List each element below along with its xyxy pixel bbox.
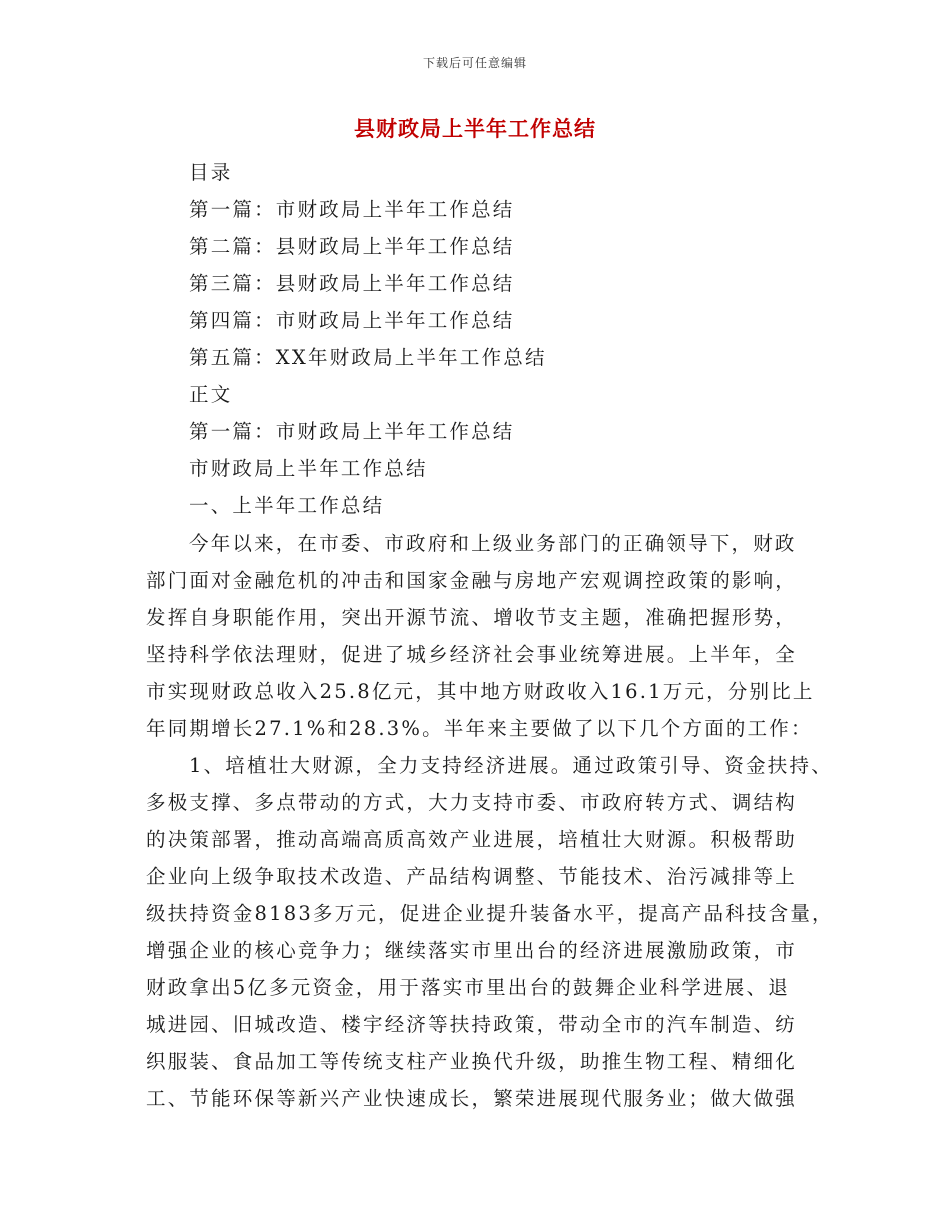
toc-heading: 目录 [189,161,233,184]
chapter-heading: 第一篇：市财政局上半年工作总结 [189,420,515,443]
paragraph-line: 多极支撑、多点带动的方式，大力支持市委、市政府转方式、调结构 [146,791,798,814]
paragraph-line: 坚持科学依法理财，促进了城乡经济社会事业统筹进展。上半年，全 [146,643,798,666]
paragraph-line: 的决策部署，推动高端高质高效产业进展，培植壮大财源。积极帮助 [146,828,798,851]
paragraph-line: 1、培植壮大财源，全力支持经济进展。通过政策引导、资金扶持、 [189,754,833,777]
paragraph-line: 发挥自身职能作用，突出开源节流、增收节支主题，准确把握形势， [146,606,798,629]
paragraph-line: 部门面对金融危机的冲击和国家金融与房地产宏观调控政策的影响， [146,569,798,592]
document-title: 县财政局上半年工作总结 [354,116,596,141]
header-note: 下载后可任意编辑 [422,56,527,70]
paragraph-line: 年同期增长27.1%和28.3%。半年来主要做了以下几个方面的工作： [146,717,813,740]
toc-item-4: 第四篇：市财政局上半年工作总结 [189,309,515,332]
paragraph-line: 增强企业的核心竞争力；继续落实市里出台的经济进展激励政策，市 [146,939,798,962]
section-heading: 一、上半年工作总结 [189,494,385,517]
paragraph-line: 城进园、旧城改造、楼宇经济等扶持政策，带动全市的汽车制造、纺 [146,1013,798,1036]
chapter-title: 市财政局上半年工作总结 [189,457,428,480]
toc-item-5: 第五篇：XX年财政局上半年工作总结 [189,346,547,369]
paragraph-line: 企业向上级争取技术改造、产品结构调整、节能技术、治污减排等上 [146,865,798,888]
body-heading: 正文 [189,383,233,406]
toc-item-2: 第二篇：县财政局上半年工作总结 [189,235,515,258]
toc-item-3: 第三篇：县财政局上半年工作总结 [189,272,515,295]
paragraph-line: 工、节能环保等新兴产业快速成长，繁荣进展现代服务业；做大做强 [146,1087,798,1110]
paragraph-line: 今年以来，在市委、市政府和上级业务部门的正确领导下，财政 [189,532,797,555]
paragraph-line: 财政拿出5亿多元资金，用于落实市里出台的鼓舞企业科学进展、退 [146,976,790,999]
paragraph-line: 织服装、食品加工等传统支柱产业换代升级，助推生物工程、精细化 [146,1050,798,1073]
paragraph-line: 市实现财政总收入25.8亿元，其中地方财政收入16.1万元，分别比上 [146,680,815,703]
paragraph-line: 级扶持资金8183多万元，促进企业提升装备水平，提高产品科技含量， [146,902,834,925]
toc-item-1: 第一篇：市财政局上半年工作总结 [189,198,515,221]
